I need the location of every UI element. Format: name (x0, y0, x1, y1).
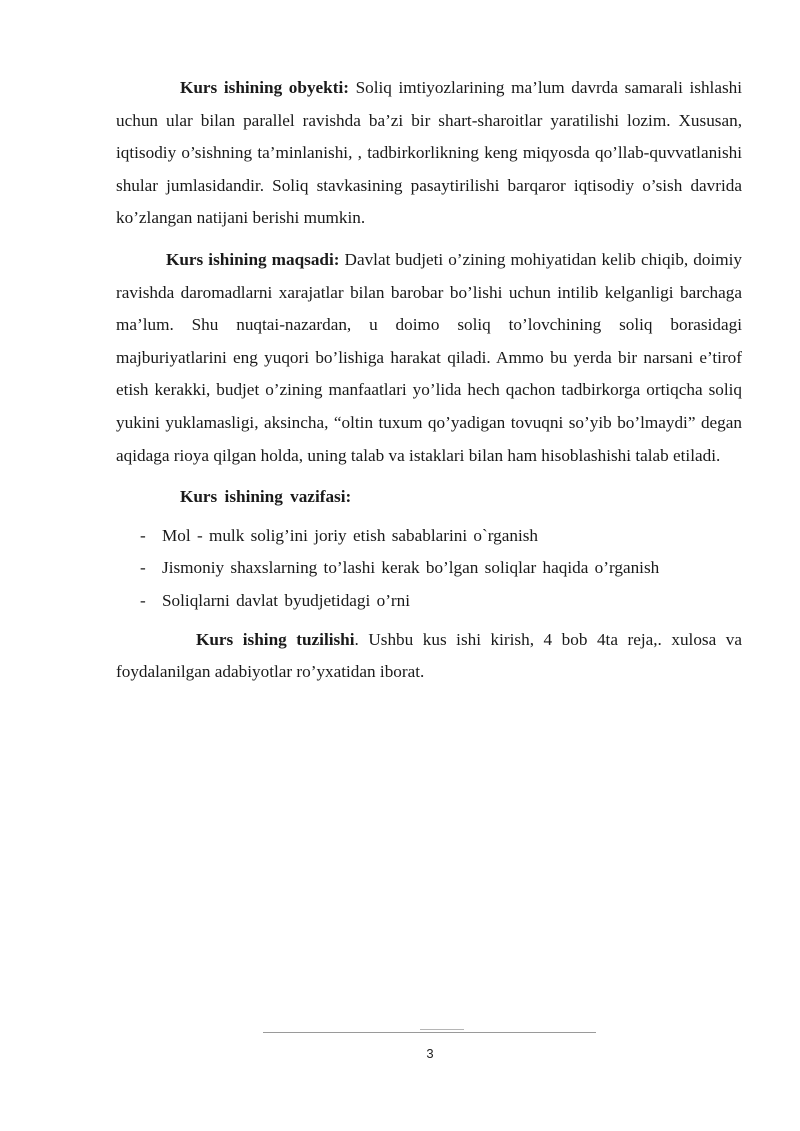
document-page (116, 72, 742, 689)
task-text: Mol - mulk solig’ini joriy etish sabablarini o`rganish (162, 525, 539, 545)
page-number: 3 (426, 1046, 434, 1061)
goal-label: Kurs ishining maqsadi: (166, 249, 340, 269)
task-text: Soliqlarni davlat byudjetidagi o’rni (162, 590, 411, 610)
structure-label: Kurs ishing tuzilishi (196, 629, 355, 649)
dash-bullet: - (140, 558, 146, 578)
tasks-list (116, 520, 742, 618)
goal-text: Davlat budjeti o’zining mohiyatidan kelib chiqib, doimiy ravishda daromadlarni xarajatlar bilan barobar bo’lishi uchun intilib kelganligi barchaga ma’lum. Shu nuqtai-nazardan, u doimo soliq to’lovchining soliq borasidagi majburiyatlarini eng yuqori bo’lishiga harakat qiladi. Ammo bu yerda bir narsani e’tirof etish kerakki, budjet o’zining manfaatlari yo’lida hech qachon tadbirkorga ortiqcha soliq yukini yuklamasligi, aksincha, “oltin tuxum qo’yadigan tovuqni so’yib bo’lmaydi” degan aqidaga rioya qilgan holda, uning talab va istaklari bilan ham hisoblashishi talab etiladi. (116, 249, 742, 465)
structure-paragraph (116, 624, 742, 689)
dash-bullet: - (140, 525, 146, 545)
tasks-heading: Kurs ishining vazifasi: (180, 487, 352, 507)
task-text: Jismoniy shaxslarning to’lashi kerak bo’lgan soliqlar haqida o’rganish (162, 558, 660, 578)
object-text: Soliq imtiyozlarining ma’lum davrda samarali ishlashi uchun ular bilan parallel ravishda ba’zi bir shart-sharoitlar yaratilishi lozim. Xususan, iqtisodiy o’sishning ta’minlanishi, , tadbirkorlikning keng miqyosda qo’llab-quvvatlanishi shular jumlasidandir. Soliq stavkasining pasaytirilishi barqaror iqtisodiy o’sish davrida ko’zlangan natijani berishi mumkin. (116, 78, 743, 228)
list-item (116, 585, 742, 618)
dash-bullet: - (140, 590, 146, 610)
object-paragraph (116, 72, 742, 235)
footer-divider-accent (420, 1029, 464, 1030)
footer-divider (263, 1032, 596, 1033)
goal-paragraph (116, 244, 742, 472)
object-label: Kurs ishining obyekti: (180, 78, 349, 97)
list-item (116, 552, 742, 585)
structure-text: . Ushbu kus ishi kirish, 4 bob 4ta reja,. xulosa va foydalanilgan adabiyotlar ro’yxatidan iborat. (116, 629, 742, 682)
list-item (116, 520, 742, 553)
